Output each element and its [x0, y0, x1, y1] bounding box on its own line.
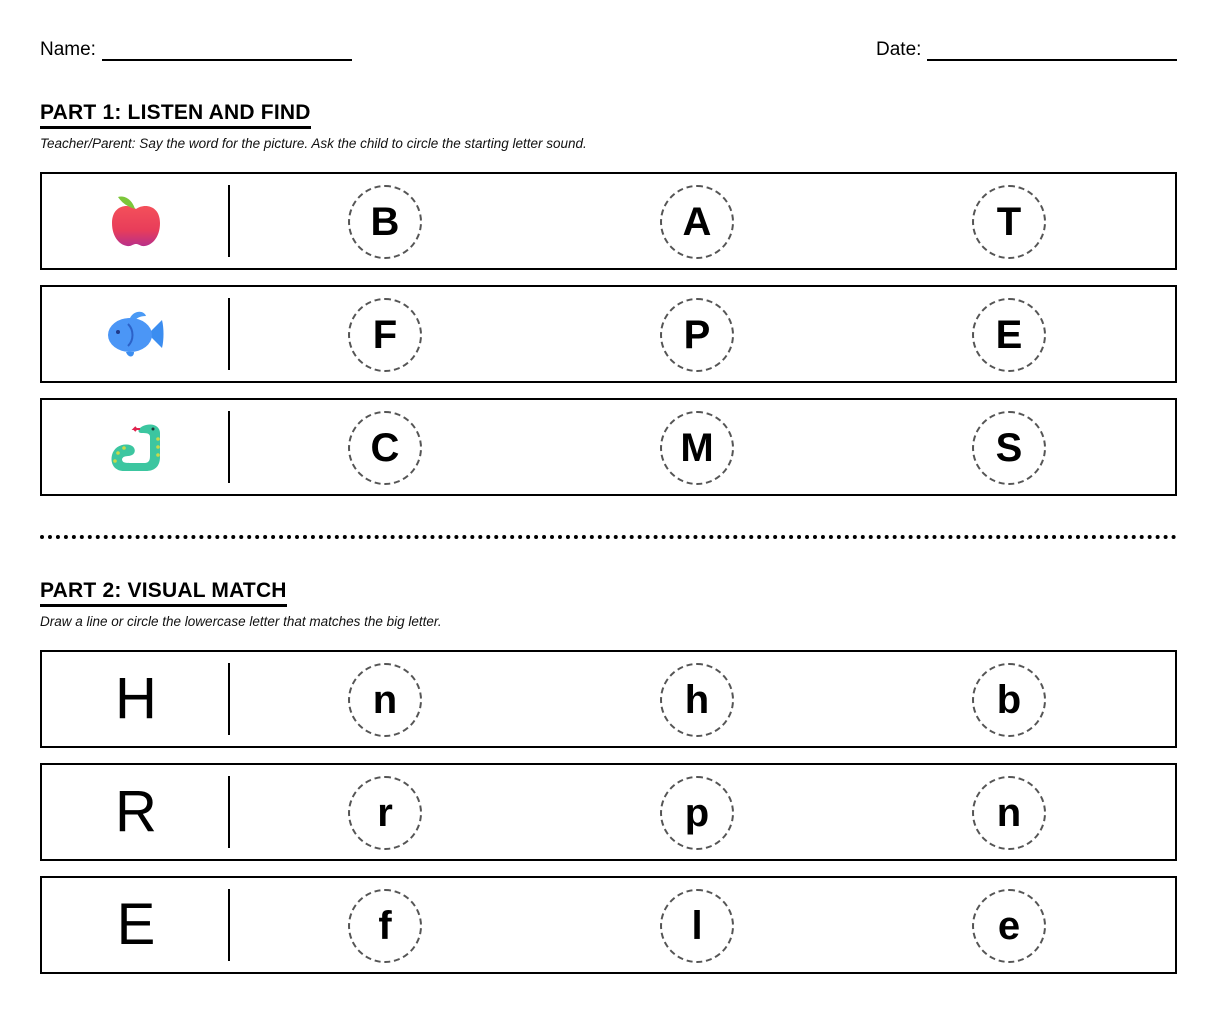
letter-choice[interactable]: p: [660, 776, 734, 850]
letter-choice[interactable]: T: [972, 185, 1046, 259]
row-divider: [228, 776, 230, 848]
snake-icon: [42, 400, 230, 494]
letter-choice[interactable]: P: [660, 298, 734, 372]
part1-row-fish: [40, 285, 1177, 383]
row-divider: [228, 298, 230, 370]
row-divider: [228, 185, 230, 257]
letter-choice[interactable]: l: [660, 889, 734, 963]
name-blank-line[interactable]: [102, 43, 352, 61]
part2-title: PART 2: VISUAL MATCH: [40, 579, 287, 607]
part1-title: PART 1: LISTEN AND FIND: [40, 101, 311, 129]
letter-choice[interactable]: h: [660, 663, 734, 737]
letter-choice[interactable]: E: [972, 298, 1046, 372]
big-letter: E: [116, 892, 156, 957]
section-separator: [40, 535, 1177, 539]
apple-icon: [42, 174, 230, 268]
part1-row-snake: [40, 398, 1177, 496]
part1-row-apple: [40, 172, 1177, 270]
date-label: Date:: [876, 39, 922, 60]
big-letter: H: [115, 666, 157, 731]
letter-choice[interactable]: B: [348, 185, 422, 259]
part2-row-h: [40, 650, 1177, 748]
row-divider: [228, 889, 230, 961]
part2-instructions: Draw a line or circle the lowercase letter that matches the big letter.: [40, 614, 442, 629]
part2-row-e: [40, 876, 1177, 974]
letter-choice[interactable]: n: [972, 776, 1046, 850]
row-divider: [228, 663, 230, 735]
name-field: [40, 39, 352, 61]
date-field: [876, 39, 1177, 61]
fish-icon: [42, 287, 230, 381]
part2-row-r: [40, 763, 1177, 861]
letter-choice[interactable]: e: [972, 889, 1046, 963]
letter-choice[interactable]: S: [972, 411, 1046, 485]
letter-choice[interactable]: b: [972, 663, 1046, 737]
name-label: Name:: [40, 39, 96, 60]
big-letter: R: [115, 779, 157, 844]
letter-choice[interactable]: C: [348, 411, 422, 485]
part1-instructions: Teacher/Parent: Say the word for the picture. Ask the child to circle the starting letter sound.: [40, 136, 587, 151]
letter-choice[interactable]: M: [660, 411, 734, 485]
letter-choice[interactable]: r: [348, 776, 422, 850]
date-blank-line[interactable]: [927, 43, 1177, 61]
letter-choice[interactable]: F: [348, 298, 422, 372]
letter-choice[interactable]: f: [348, 889, 422, 963]
row-divider: [228, 411, 230, 483]
letter-choice[interactable]: A: [660, 185, 734, 259]
letter-choice[interactable]: n: [348, 663, 422, 737]
